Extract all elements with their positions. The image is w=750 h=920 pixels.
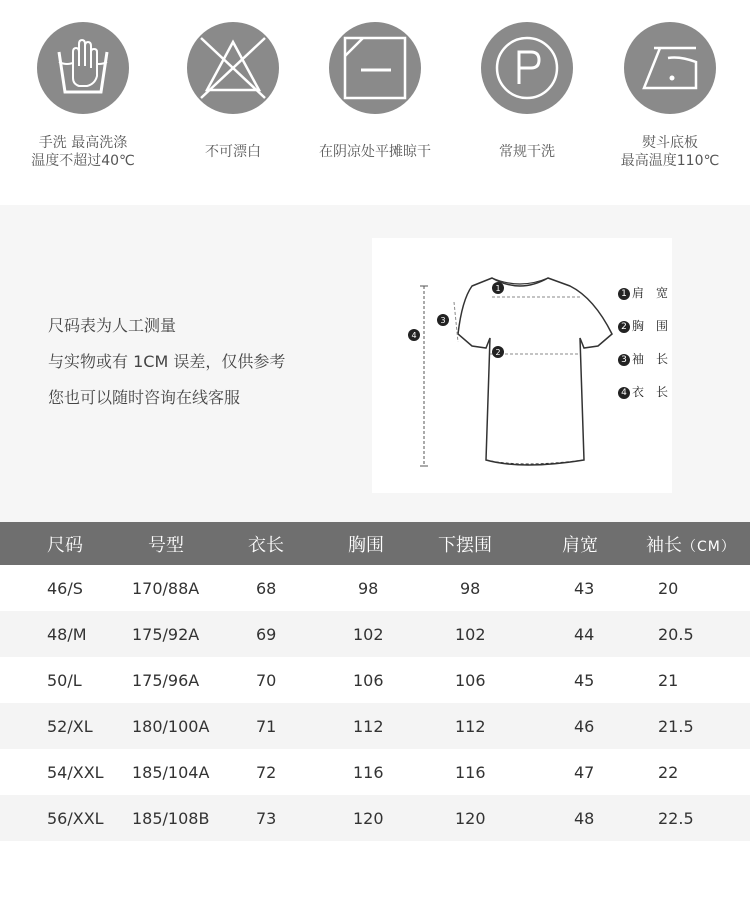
cell-sleeve: 21 xyxy=(658,670,679,690)
cell-sleeve: 20 xyxy=(658,578,679,598)
measure-note-3: 您也可以随时咨询在线客服 xyxy=(48,388,241,407)
cell-fit: 175/96A xyxy=(132,670,200,690)
cell-sleeve: 21.5 xyxy=(644,703,750,749)
svg-text:3: 3 xyxy=(440,316,446,325)
measurement-section xyxy=(0,205,750,522)
no-bleach-icon xyxy=(187,22,279,114)
cell-fit: 170/88A xyxy=(132,578,200,598)
cell-shoulder: 48 xyxy=(548,795,644,841)
header-length: 衣长 xyxy=(246,522,340,565)
cell-hem: 102 xyxy=(436,611,548,657)
legend-length: 4 衣 长 xyxy=(618,383,668,400)
cell-chest: 120 xyxy=(340,795,436,841)
cell-hem: 112 xyxy=(436,703,548,749)
cell-hem: 116 xyxy=(455,762,486,782)
care-text-dry-flat: 在阴凉处平摊晾干 xyxy=(319,144,431,160)
care-item-dry-clean xyxy=(452,22,602,161)
unit-label: （CM） xyxy=(682,538,736,555)
cell-size: 50/L xyxy=(47,670,82,690)
size-table xyxy=(0,522,750,841)
header-hem: 下摆围 xyxy=(436,522,548,565)
cell-sleeve: 20.5 xyxy=(644,611,750,657)
cell-sleeve: 22.5 xyxy=(644,795,750,841)
cell-length: 71 xyxy=(246,703,340,749)
cell-hem: 98 xyxy=(460,578,481,598)
dry-flat-shade-icon xyxy=(329,22,421,114)
header-fit: 号型 xyxy=(132,522,246,565)
iron-low-icon xyxy=(624,22,716,114)
legend-shoulder: 1 肩 宽 xyxy=(618,284,668,301)
cell-size: 52/XL xyxy=(0,703,132,749)
care-text-no-bleach: 不可漂白 xyxy=(205,144,261,160)
cell-fit: 175/92A xyxy=(132,611,246,657)
cell-shoulder: 47 xyxy=(574,762,595,782)
legend-sleeve: 3 袖 长 xyxy=(618,350,668,367)
cell-length: 70 xyxy=(256,670,277,690)
cell-size: 56/XXL xyxy=(0,795,132,841)
cell-shoulder: 46 xyxy=(548,703,644,749)
measure-note-2: 与实物或有 1CM 误差，仅供参考 xyxy=(48,352,286,371)
dry-clean-p-icon xyxy=(481,22,573,114)
care-item-iron xyxy=(595,22,745,170)
shirt-diagram xyxy=(372,238,672,493)
cell-size: 54/XXL xyxy=(47,762,104,782)
table-row xyxy=(0,657,750,703)
care-text-hand-wash: 手洗 最高洗涤 温度不超过40℃ xyxy=(31,135,135,169)
table-row xyxy=(0,703,750,749)
cell-chest: 102 xyxy=(340,611,436,657)
cell-chest: 106 xyxy=(353,670,384,690)
cell-hem: 120 xyxy=(436,795,548,841)
cell-size: 46/S xyxy=(47,578,83,598)
cell-length: 68 xyxy=(256,578,277,598)
cell-length: 69 xyxy=(246,611,340,657)
cell-shoulder: 45 xyxy=(574,670,595,690)
cell-sleeve: 22 xyxy=(658,762,679,782)
legend-chest: 2 胸 围 xyxy=(618,317,668,334)
cell-shoulder: 43 xyxy=(574,578,595,598)
cell-fit: 185/108B xyxy=(132,795,246,841)
cell-hem: 106 xyxy=(455,670,486,690)
svg-text:1: 1 xyxy=(495,284,501,293)
care-item-hand-wash xyxy=(8,22,158,170)
care-text-iron: 熨斗底板 最高温度110℃ xyxy=(620,135,720,169)
header-sleeve: 袖长（CM） xyxy=(644,522,750,565)
cell-fit: 185/104A xyxy=(132,762,210,782)
table-row xyxy=(0,795,750,841)
care-item-no-bleach xyxy=(158,22,308,161)
cell-size: 48/M xyxy=(0,611,132,657)
table-row xyxy=(0,749,750,795)
hand-wash-icon xyxy=(37,22,129,114)
svg-text:4: 4 xyxy=(411,331,417,340)
cell-chest: 112 xyxy=(340,703,436,749)
svg-text:2: 2 xyxy=(495,348,501,357)
header-shoulder: 肩宽 xyxy=(548,522,644,565)
table-row xyxy=(0,611,750,657)
table-header-row xyxy=(0,522,750,565)
care-instructions xyxy=(0,0,750,205)
cell-chest: 98 xyxy=(358,578,379,598)
cell-shoulder: 44 xyxy=(548,611,644,657)
header-chest: 胸围 xyxy=(340,522,436,565)
cell-length: 73 xyxy=(246,795,340,841)
measure-note-1: 尺码表为人工测量 xyxy=(48,316,177,335)
cell-chest: 116 xyxy=(353,762,384,782)
header-size: 尺码 xyxy=(0,522,132,565)
care-text-dry-clean: 常规干洗 xyxy=(499,144,555,160)
table-row xyxy=(0,565,750,611)
care-item-dry-flat xyxy=(300,22,450,161)
cell-length: 72 xyxy=(256,762,277,782)
cell-fit: 180/100A xyxy=(132,703,246,749)
